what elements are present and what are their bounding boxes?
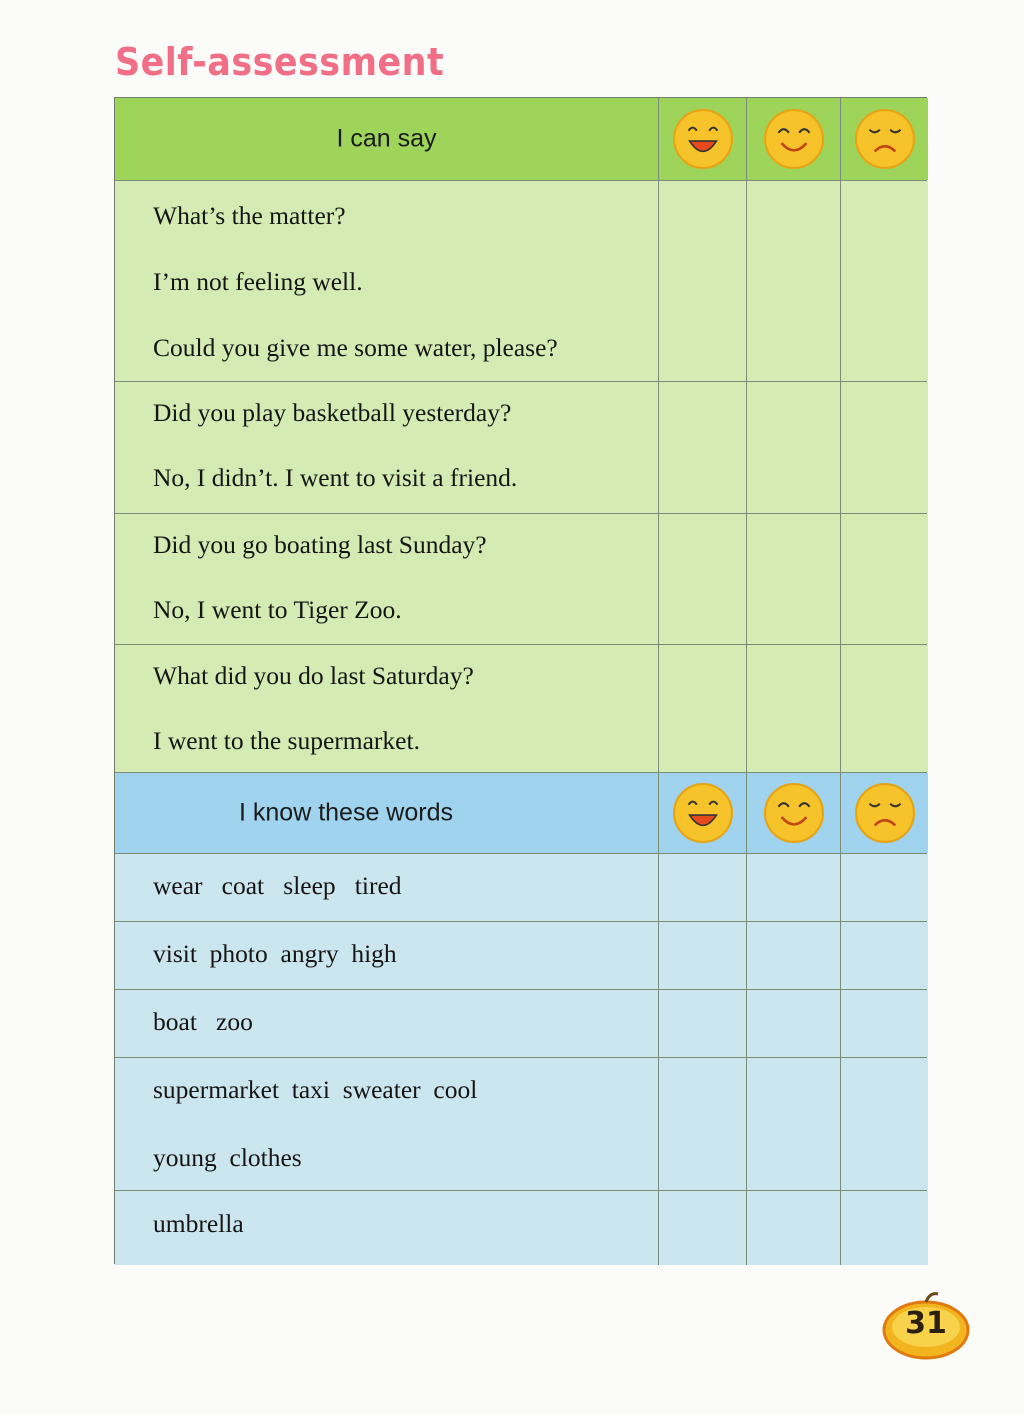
rating-cell[interactable]	[659, 514, 747, 644]
rating-cell[interactable]	[659, 854, 747, 921]
rating-cell[interactable]	[841, 854, 928, 921]
rating-cell[interactable]	[841, 1191, 928, 1265]
say-row	[115, 382, 926, 514]
rating-cell[interactable]	[747, 922, 841, 989]
words-row	[115, 990, 926, 1058]
sentence: What’s the matter?	[153, 201, 346, 230]
rating-cell[interactable]	[659, 181, 747, 381]
rating-cell[interactable]	[841, 990, 928, 1057]
rating-cell[interactable]	[747, 645, 841, 772]
rating-cell[interactable]	[659, 1191, 747, 1265]
say-header-label: I can say	[336, 124, 437, 153]
say-header-row	[115, 98, 926, 181]
say-row	[115, 514, 926, 645]
rating-cell[interactable]	[841, 181, 928, 381]
sentence: What did you do last Saturday?	[153, 661, 474, 690]
say-row	[115, 645, 926, 773]
rating-cell[interactable]	[659, 990, 747, 1057]
rating-cell[interactable]	[841, 382, 928, 513]
self-assessment-table	[114, 97, 927, 1264]
rating-cell[interactable]	[747, 382, 841, 513]
rating-cell[interactable]	[747, 854, 841, 921]
rating-cell[interactable]	[747, 1058, 841, 1190]
word-list: umbrella	[153, 1209, 244, 1238]
smiling-face-icon	[763, 782, 825, 844]
rating-cell[interactable]	[841, 922, 928, 989]
say-row	[115, 181, 926, 382]
word-list: visit photo angry high	[153, 939, 397, 968]
rating-cell[interactable]	[841, 645, 928, 772]
laughing-face-icon	[672, 782, 734, 844]
laughing-face-icon	[672, 108, 734, 170]
rating-cell[interactable]	[747, 990, 841, 1057]
sentence: No, I didn’t. I went to visit a friend.	[153, 463, 518, 492]
rating-cell[interactable]	[841, 1058, 928, 1190]
rating-cell[interactable]	[841, 514, 928, 644]
words-header-label: I know these words	[239, 798, 453, 827]
rating-cell[interactable]	[659, 382, 747, 513]
sentence: Did you go boating last Sunday?	[153, 530, 487, 559]
sentence: Did you play basketball yesterday?	[153, 398, 512, 427]
page-title: Self-assessment	[115, 40, 445, 84]
rating-cell[interactable]	[659, 922, 747, 989]
word-list: young clothes	[153, 1143, 302, 1172]
rating-cell[interactable]	[659, 1058, 747, 1190]
words-header-row	[115, 773, 926, 854]
rating-cell[interactable]	[659, 645, 747, 772]
rating-cell[interactable]	[747, 514, 841, 644]
sentence: I’m not feeling well.	[153, 267, 363, 296]
sad-face-icon	[854, 782, 916, 844]
words-row	[115, 922, 926, 990]
sad-face-icon	[854, 108, 916, 170]
words-row	[115, 1058, 926, 1191]
word-list: wear coat sleep tired	[153, 871, 402, 900]
rating-cell[interactable]	[747, 181, 841, 381]
page-number: 31	[905, 1306, 947, 1341]
smiling-face-icon	[763, 108, 825, 170]
sentence: I went to the supermarket.	[153, 726, 420, 755]
rating-cell[interactable]	[747, 1191, 841, 1265]
sentence: Could you give me some water, please?	[153, 333, 558, 362]
word-list: boat zoo	[153, 1007, 253, 1036]
sentence: No, I went to Tiger Zoo.	[153, 595, 402, 624]
page-number-badge	[880, 1290, 972, 1360]
word-list: supermarket taxi sweater cool	[153, 1075, 478, 1104]
words-row	[115, 854, 926, 922]
words-row	[115, 1191, 926, 1265]
